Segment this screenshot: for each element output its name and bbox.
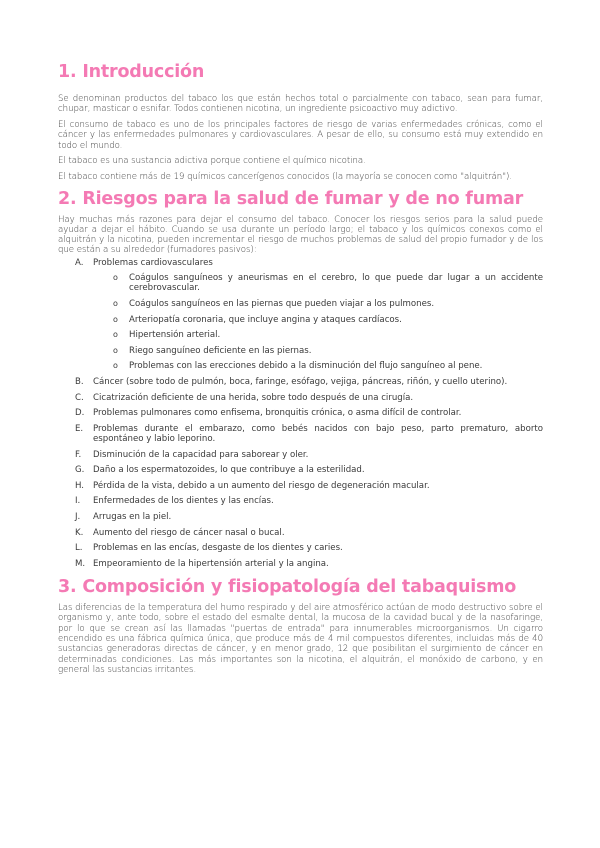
risk-item-text: Arrugas en la piel. — [93, 511, 172, 522]
sub-item — [93, 315, 543, 325]
list-marker: G. — [75, 465, 85, 476]
sub-item — [93, 299, 543, 309]
risk-item — [58, 393, 543, 403]
risk-item — [58, 377, 543, 387]
risk-item — [58, 408, 543, 418]
list-marker: E. — [75, 423, 84, 434]
list-marker: A. — [75, 257, 84, 268]
circle-bullet-icon: o — [113, 330, 118, 340]
risk-item — [58, 465, 543, 475]
risk-item — [58, 559, 543, 569]
sub-item — [93, 273, 543, 294]
list-marker: J. — [75, 511, 81, 522]
cardio-sublist — [93, 273, 543, 372]
risk-item-text: Problemas en las encías, desgaste de los dientes y caries. — [93, 543, 343, 554]
risk-item — [58, 543, 543, 553]
risk-item-text: Cáncer (sobre todo de pulmón, boca, faringe, esófago, vejiga, páncreas, riñón, y cuello uterino). — [93, 376, 508, 387]
intro-paragraph: El tabaco es una sustancia adictiva porque contiene el químico nicotina. — [58, 156, 366, 167]
risk-item-text: Daño a los espermatozoides, lo que contribuye a la esterilidad. — [93, 465, 365, 476]
intro-paragraph: El tabaco contiene más de 19 químicos cancerígenos conocidos (la mayoría se conocen como "alquitrán"). — [58, 172, 513, 183]
risk-item — [58, 450, 543, 460]
sub-item-text: Riego sanguíneo deficiente en las piernas. — [129, 345, 312, 356]
list-marker: C. — [75, 392, 84, 403]
list-marker: M. — [75, 558, 86, 569]
risk-item-text: Problemas durante el embarazo, como bebés nacidos con bajo peso, parto prematuro, aborto espontáneo y labio leporino. — [93, 423, 543, 444]
list-marker: D. — [75, 408, 85, 419]
circle-bullet-icon: o — [113, 298, 118, 308]
circle-bullet-icon: o — [113, 273, 118, 283]
sub-item-text: Problemas con las erecciones debido a la disminución del flujo sanguíneo al pene. — [129, 361, 483, 372]
circle-bullet-icon: o — [113, 361, 118, 371]
risk-item — [58, 528, 543, 538]
risk-item — [58, 424, 543, 445]
sub-item-text: Coágulos sanguíneos en las piernas que pueden viajar a los pulmones. — [129, 298, 435, 309]
sub-item — [93, 330, 543, 340]
risk-item-text: Pérdida de la vista, debido a un aumento del riesgo de degeneración macular. — [93, 480, 430, 491]
list-marker: L. — [75, 543, 83, 554]
sub-item-text: Arteriopatía coronaria, que incluye angina y ataques cardíacos. — [129, 314, 402, 325]
intro-paragraph: El consumo de tabaco es uno de los principales factores de riesgo de varias enfermedades crónicas, como el cáncer y las enfermedades pulmonares y cardiovasculares. A pesar de ello, su consumo está muy extendido en todo el mundo. — [58, 120, 543, 151]
risk-list — [58, 258, 543, 569]
risk-item-text: Problemas pulmonares como enfisema, bronquitis crónica, o asma difícil de controlar. — [93, 408, 462, 419]
section-3-paragraph: Las diferencias de la temperatura del humo respirado y del aire atmosférico actúan de modo destructivo sobre el organismo y, ante todo, sobre el estado del esmalte dental, la mucosa de la cavidad bucal y de la nasofaringe, por lo que se crean así las llamadas "puertas de entrada" para innumerables microorganismos. Un cigarro encendido es una fábrica química única, que produce más de 4 mil compuestos diferentes, incluidas más de 40 sustancias generadoras directas de cáncer, y en menor grado, 12 que posibilitan el surgimiento de cáncer en determinadas condiciones. Las más importantes son la nicotina, el alquitrán, el monóxido de carbono, y en general las sustancias irritantes. — [58, 603, 543, 675]
risk-item-text: Aumento del riesgo de cáncer nasal o bucal. — [93, 527, 285, 538]
list-marker: B. — [75, 376, 84, 387]
risk-item — [58, 258, 543, 372]
risk-item-text: Disminución de la capacidad para saborear y oler. — [93, 449, 309, 460]
circle-bullet-icon: o — [113, 314, 118, 324]
section-3-heading: 3. Composición y fisiopatología del tabaquismo — [58, 577, 517, 598]
intro-paragraph: Se denominan productos del tabaco los que están hechos total o parcialmente con tabaco, sean para fumar, chupar, masticar o esnifar. Todos contienen nicotina, un ingrediente psicoactivo muy adictivo. — [58, 94, 543, 115]
risk-item-text: Cicatrización deficiente de una herida, sobre todo después de una cirugía. — [93, 392, 414, 403]
list-marker: I. — [75, 496, 81, 507]
circle-bullet-icon: o — [113, 345, 118, 355]
list-marker: F. — [75, 449, 82, 460]
risk-item-text: Problemas cardiovasculares — [93, 257, 213, 268]
list-marker: H. — [75, 480, 85, 491]
sub-item — [93, 346, 543, 356]
risk-item-text: Empeoramiento de la hipertensión arterial y la angina. — [93, 558, 329, 569]
section-2-intro: Hay muchas más razones para dejar el consumo del tabaco. Conocer los riesgos serios para la salud puede ayudar a dejar el hábito. Cuando se usa durante un período largo; el tabaco y los químicos conexos como el alquitrán y la nicotina, pueden incrementar el riesgo de muchos problemas de salud del propio fumador y de los que están a su alrededor (fumadores pasivos): — [58, 214, 543, 256]
risk-item — [58, 512, 543, 522]
section-1-heading: 1. Introducción — [58, 62, 205, 82]
list-marker: K. — [75, 527, 84, 538]
risk-item-text: Enfermedades de los dientes y las encías. — [93, 496, 274, 507]
section-2-heading: 2. Riesgos para la salud de fumar y de no fumar — [58, 188, 524, 209]
risk-item — [58, 496, 543, 506]
sub-item-text: Coágulos sanguíneos y aneurismas en el cerebro, lo que puede dar lugar a un accidente cerebrovascular. — [129, 273, 543, 294]
sub-item — [93, 361, 543, 371]
risk-item — [58, 481, 543, 491]
sub-item-text: Hipertensión arterial. — [129, 330, 221, 341]
